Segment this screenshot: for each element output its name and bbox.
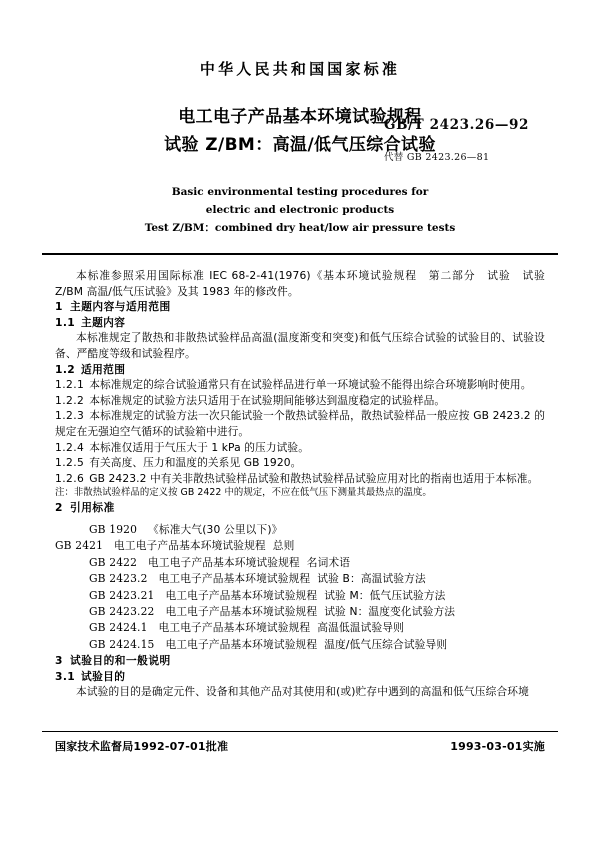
reference-code: GB 2423.22: [89, 604, 155, 618]
reference-item: [55, 555, 545, 571]
reference-tail: 名词术语: [306, 555, 351, 569]
footer-divider: [42, 731, 558, 732]
clause-text: GB 2423.2 中有关非散热试验样品试验和散热试验样品试验应用对比的指南也适用于本标准。: [89, 471, 539, 485]
reference-name: 电工电子产品基本环境试验规程: [165, 637, 318, 651]
intro-paragraph: 本标准参照采用国际标准 IEC 68-2-41(1976)《基本环境试验规程 第二部分 试验 试验 Z/BM 高温/低气压试验》及其 1983 年的修改件。: [55, 269, 545, 298]
implementation-date: 1993-03-01实施: [450, 740, 545, 753]
clause-item: [55, 408, 545, 439]
section-1-heading: [55, 299, 545, 315]
section-3-number: 3: [55, 654, 63, 668]
clause-number: 1.2.4: [55, 440, 85, 454]
reference-tail: 总则: [272, 539, 295, 553]
section-2-number: 2: [55, 501, 63, 515]
section-1-1-title: 主题内容: [81, 315, 126, 329]
title-block: [0, 103, 600, 169]
header-divider: [42, 253, 558, 255]
clause-item: [55, 393, 545, 409]
reference-tail: 试验 B：高温试验方法: [317, 572, 426, 586]
clause-number: 1.2.2: [55, 393, 85, 407]
reference-code: GB 1920: [89, 522, 138, 536]
clause-text: 有关高度、压力和温度的关系见 GB 1920。: [89, 456, 302, 470]
section-1-number: 1: [55, 300, 63, 314]
reference-standards-list: [55, 522, 545, 653]
section-1-2-title: 适用范围: [81, 362, 126, 376]
standard-number: GB/T 2423.26—92: [384, 117, 529, 133]
clause-item: [55, 440, 545, 456]
clause-note: 注：非散热试验样品的定义按 GB 2422 中的规定，不应在低气压下测量其最热点的温度。: [55, 487, 432, 499]
reference-item: [55, 620, 545, 636]
english-title-line-1: Basic environmental testing procedures for: [171, 186, 429, 198]
section-1-2-number: 1.2: [55, 362, 76, 376]
reference-item: [55, 637, 545, 653]
section-2-title: 引用标准: [70, 501, 115, 515]
section-1-1-number: 1.1: [55, 315, 76, 329]
section-2-heading: [55, 500, 545, 516]
reference-name: 电工电子产品基本环境试验规程: [148, 555, 300, 569]
section-3-1-heading: [55, 669, 545, 685]
section-3-1-text: 本试验的目的是确定元件、设备和其他产品对其使用和(或)贮存中遇到的高温和低气压综合环境: [76, 685, 529, 699]
reference-tail: 试验 N：温度变化试验方法: [324, 604, 456, 618]
reference-code: GB 2424.15: [89, 637, 155, 651]
clause-number: 1.2.1: [55, 378, 85, 392]
clause-item: [55, 471, 545, 487]
clause-number: 1.2.5: [55, 456, 85, 470]
section-3-heading: [55, 653, 545, 669]
clause-item: [55, 377, 545, 393]
reference-name: 电工电子产品基本环境试验规程: [165, 604, 318, 618]
document-body: [55, 268, 545, 700]
standard-number-block: [384, 117, 574, 163]
approval-date: 国家技术监督局1992-07-01批准: [55, 740, 229, 753]
reference-item: [55, 522, 545, 538]
section-1-2-heading: [55, 362, 545, 378]
clause-number: 1.2.3: [55, 409, 85, 423]
reference-code: GB 2423.21: [89, 588, 155, 602]
section-1-1-text: 本标准规定了散热和非散热试验样品高温(温度渐变和突变)和低气压综合试验的试验目的、试验设备、严酷度等级和试验程序。: [55, 331, 545, 360]
clause-item: [55, 455, 545, 471]
chinese-title-line-2: 试验 Z/BM：高温/低气压综合试验: [164, 135, 436, 155]
masthead: [0, 0, 600, 237]
section-3-1-number: 3.1: [55, 669, 76, 683]
section-3-1-title: 试验目的: [81, 669, 126, 683]
issuing-authority: 中华人民共和国国家标准: [199, 60, 401, 78]
reference-code: GB 2421: [55, 539, 104, 553]
reference-tail: 温度/低气压综合试验导则: [324, 637, 448, 651]
reference-item: [55, 604, 545, 620]
section-1-1-heading: [55, 315, 545, 331]
reference-name: 电工电子产品基本环境试验规程: [158, 621, 311, 635]
clause-text: 本标准规定的试验方法一次只能试验一个散热试验样品，散热试验样品一般应按 GB 2423.2 的规定在无强迫空气循环的试验箱中进行。: [55, 409, 545, 438]
english-title-line-3: Test Z/BM：combined dry heat/low air pressure tests: [144, 222, 456, 234]
chinese-title-line-1: 电工电子产品基本环境试验规程: [178, 107, 422, 127]
reference-item: [55, 588, 545, 604]
reference-name: 电工电子产品基本环境试验规程: [114, 539, 266, 553]
reference-name: 《标准大气(30 公里以下)》: [148, 522, 283, 536]
page-footer: [55, 738, 545, 754]
reference-code: GB 2424.1: [89, 621, 148, 635]
clause-number: 1.2.6: [55, 471, 85, 485]
english-title-line-2: electric and electronic products: [205, 204, 395, 216]
section-3-title: 试验目的和一般说明: [70, 654, 171, 668]
replaces-standard: 代替 GB 2423.26—81: [384, 152, 490, 163]
clause-text: 本标准仅适用于气压大于 1 kPa 的压力试验。: [89, 440, 309, 454]
section-1-title: 主题内容与适用范围: [70, 300, 171, 314]
reference-item: [55, 538, 545, 554]
reference-code: GB 2423.2: [89, 572, 148, 586]
english-title: [0, 183, 600, 237]
clause-text: 本标准规定的综合试验通常只有在试验样品进行单一环境试验不能得出综合环境影响时使用。: [89, 378, 532, 392]
reference-name: 电工电子产品基本环境试验规程: [158, 572, 311, 586]
clause-text: 本标准规定的试验方法只适用于在试验期间能够达到温度稳定的试验样品。: [89, 393, 446, 407]
reference-tail: 试验 M：低气压试验方法: [324, 588, 446, 602]
reference-item: [55, 571, 545, 587]
reference-code: GB 2422: [89, 555, 138, 569]
reference-tail: 高温低温试验导则: [317, 621, 404, 635]
reference-name: 电工电子产品基本环境试验规程: [165, 588, 318, 602]
